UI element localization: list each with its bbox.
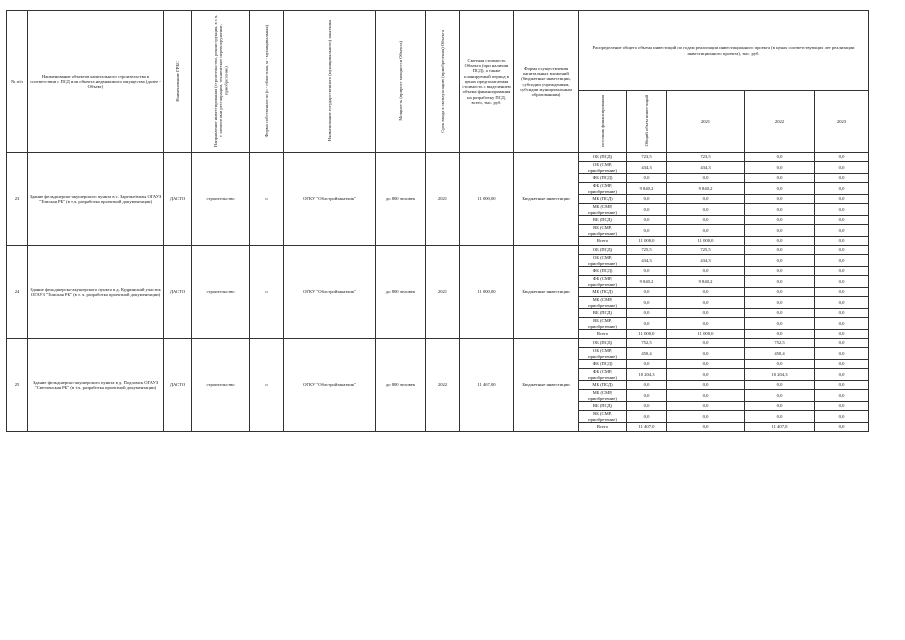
value-2022: 0,0 xyxy=(745,276,815,288)
value-2022: 0,0 xyxy=(745,225,815,237)
value-2023: 0,0 xyxy=(815,255,869,267)
value-2023: 0,0 xyxy=(815,411,869,423)
form-cell: Бюджетные инвестиции xyxy=(514,246,579,339)
value-2023: 0,0 xyxy=(815,330,869,339)
value-2021: 9 840,2 xyxy=(667,183,745,195)
value-2021: 434,3 xyxy=(667,255,745,267)
value-2022: 0,0 xyxy=(745,255,815,267)
form-cell: Бюджетные инвестиции xyxy=(514,339,579,432)
capacity-cell: до 800 человек xyxy=(376,339,426,432)
header-2021: 2021 xyxy=(667,91,745,153)
row-number: 24 xyxy=(7,246,28,339)
total-cell: 450,4 xyxy=(627,348,667,360)
value-2022: 0,0 xyxy=(745,402,815,411)
value-2021: 0,0 xyxy=(667,339,745,348)
header-name: Наименование объектов капитального строительства в соответствии с ПСД или объекта недвижимого имущества (далее - Объект) xyxy=(28,11,164,153)
value-2021: 0,0 xyxy=(667,381,745,390)
grbs-cell: ДАСТО xyxy=(164,246,192,339)
direction-cell: строительство xyxy=(192,339,250,432)
value-2022: 11 407,0 xyxy=(745,423,815,432)
header-2023: 2023 xyxy=(815,91,869,153)
grbs-cell: ДАСТО xyxy=(164,339,192,432)
source-cell: МБ (СМР, приобретение) xyxy=(579,297,627,309)
header-ownership: Форма собственности (о - областная, м - муниципальная) xyxy=(250,11,284,153)
value-2022: 0,0 xyxy=(745,153,815,162)
header-2022: 2022 xyxy=(745,91,815,153)
source-cell: Всего xyxy=(579,423,627,432)
customer-cell: ОГКУ "Облстройзаказчик" xyxy=(284,339,376,432)
source-cell: ОБ (ПСД) xyxy=(579,246,627,255)
value-2023: 0,0 xyxy=(815,288,869,297)
value-2022: 752,5 xyxy=(745,339,815,348)
value-2022: 0,0 xyxy=(745,318,815,330)
source-cell: МБ (ПСД) xyxy=(579,195,627,204)
total-cell: 752,5 xyxy=(627,339,667,348)
total-cell: 0,0 xyxy=(627,390,667,402)
source-cell: ФБ (СМР, приобретение) xyxy=(579,183,627,195)
header-total-inv: Общий объем инвестиций xyxy=(627,91,667,153)
row-number: 25 xyxy=(7,339,28,432)
source-cell: Всего xyxy=(579,330,627,339)
value-2021: 0,0 xyxy=(667,318,745,330)
source-cell: ФБ (СМР, приобретение) xyxy=(579,369,627,381)
total-cell: 0,0 xyxy=(627,204,667,216)
value-2021: 0,0 xyxy=(667,309,745,318)
value-2022: 0,0 xyxy=(745,162,815,174)
value-2023: 0,0 xyxy=(815,381,869,390)
value-2022: 10 204,3 xyxy=(745,369,815,381)
value-2022: 0,0 xyxy=(745,195,815,204)
value-2021: 0,0 xyxy=(667,297,745,309)
source-cell: ФБ (ПСД) xyxy=(579,174,627,183)
source-cell: ФБ (ПСД) xyxy=(579,360,627,369)
total-cell: 0,0 xyxy=(627,195,667,204)
value-2023: 0,0 xyxy=(815,318,869,330)
table-row xyxy=(7,246,869,255)
source-cell: ВБ (ПСД) xyxy=(579,309,627,318)
value-2021: 434,3 xyxy=(667,162,745,174)
value-2021: 0,0 xyxy=(667,402,745,411)
value-2022: 0,0 xyxy=(745,297,815,309)
cost-cell: 11 000,00 xyxy=(460,153,514,246)
value-2023: 0,0 xyxy=(815,402,869,411)
source-cell: ВБ (ПСД) xyxy=(579,216,627,225)
source-cell: ОБ (СМР, приобретение) xyxy=(579,162,627,174)
value-2021: 0,0 xyxy=(667,360,745,369)
total-cell: 0,0 xyxy=(627,216,667,225)
source-cell: ОБ (ПСД) xyxy=(579,339,627,348)
value-2023: 0,0 xyxy=(815,348,869,360)
customer-cell: ОГКУ "Облстройзаказчик" xyxy=(284,153,376,246)
value-2021: 0,0 xyxy=(667,195,745,204)
grbs-cell: ДАСТО xyxy=(164,153,192,246)
value-2021: 0,0 xyxy=(667,411,745,423)
value-2022: 0,0 xyxy=(745,204,815,216)
value-2023: 0,0 xyxy=(815,276,869,288)
total-cell: 0,0 xyxy=(627,411,667,423)
value-2023: 0,0 xyxy=(815,390,869,402)
direction-cell: строительство xyxy=(192,246,250,339)
value-2021: 725,5 xyxy=(667,246,745,255)
source-cell: ОБ (ПСД) xyxy=(579,153,627,162)
value-2021: 11 000,0 xyxy=(667,237,745,246)
value-2022: 0,0 xyxy=(745,288,815,297)
value-2022: 0,0 xyxy=(745,183,815,195)
deadline-cell: 2022 xyxy=(426,339,460,432)
object-name: Здание фельдшерско-акушерского пункта в д. Кудринский участок ОГАУЗ "Томская РБ" (в т. ч. разработка проектной документации) xyxy=(28,246,164,339)
total-cell: 723,5 xyxy=(627,153,667,162)
total-cell: 0,0 xyxy=(627,402,667,411)
value-2021: 0,0 xyxy=(667,288,745,297)
source-cell: МБ (СМР, приобретение) xyxy=(579,204,627,216)
ownership-cell: о xyxy=(250,153,284,246)
value-2021: 0,0 xyxy=(667,216,745,225)
header-grbs: Наименование ГРБС xyxy=(164,11,192,153)
header-deadline: Срок ввода в эксплуатацию (приобретения) Объекта xyxy=(426,11,460,153)
row-number: 23 xyxy=(7,153,28,246)
value-2021: 0,0 xyxy=(667,267,745,276)
value-2021: 0,0 xyxy=(667,225,745,237)
value-2023: 0,0 xyxy=(815,339,869,348)
value-2021: 0,0 xyxy=(667,348,745,360)
value-2023: 0,0 xyxy=(815,369,869,381)
value-2023: 0,0 xyxy=(815,174,869,183)
value-2022: 0,0 xyxy=(745,381,815,390)
header-num: № п/п xyxy=(7,11,28,153)
value-2023: 0,0 xyxy=(815,153,869,162)
header-capacity: Мощность (прирост мощности Объекта) xyxy=(376,11,426,153)
total-cell: 11 000,0 xyxy=(627,237,667,246)
value-2023: 0,0 xyxy=(815,237,869,246)
value-2022: 0,0 xyxy=(745,309,815,318)
value-2023: 0,0 xyxy=(815,246,869,255)
source-cell: ФБ (СМР, приобретение) xyxy=(579,276,627,288)
value-2022: 450,4 xyxy=(745,348,815,360)
source-cell: ОБ (СМР, приобретение) xyxy=(579,255,627,267)
total-cell: 9 840,2 xyxy=(627,276,667,288)
value-2023: 0,0 xyxy=(815,183,869,195)
value-2023: 0,0 xyxy=(815,195,869,204)
total-cell: 0,0 xyxy=(627,267,667,276)
total-cell: 11 407,0 xyxy=(627,423,667,432)
source-cell: ВБ (СМР, приобретение) xyxy=(579,318,627,330)
value-2023: 0,0 xyxy=(815,309,869,318)
value-2023: 0,0 xyxy=(815,297,869,309)
source-cell: Всего xyxy=(579,237,627,246)
value-2023: 0,0 xyxy=(815,216,869,225)
value-2022: 0,0 xyxy=(745,360,815,369)
value-2021: 11 000,0 xyxy=(667,330,745,339)
value-2022: 0,0 xyxy=(745,174,815,183)
total-cell: 0,0 xyxy=(627,288,667,297)
header-customer: Наименование государственного (муниципального) заказчика xyxy=(284,11,376,153)
total-cell: 0,0 xyxy=(627,318,667,330)
ownership-cell: о xyxy=(250,246,284,339)
source-cell: ФБ (ПСД) xyxy=(579,267,627,276)
cost-cell: 11 000,00 xyxy=(460,246,514,339)
object-name: Здание фельдшерско-акушерского пункта в с. Заречье/вилы ОГАУЗ "Томская РБ" (в т.ч. разработка проектной документации) xyxy=(28,153,164,246)
value-2022: 0,0 xyxy=(745,390,815,402)
header-form: Форма осуществления капитальных вложений (бюджетные инвестиции, субсидии учреждениям, субсидии муниципальным образованиям) xyxy=(514,11,579,153)
source-cell: ВБ (СМР, приобретение) xyxy=(579,225,627,237)
header-cost: Сметная стоимость Объекта (при наличии ПСД), а также планируемый период в ценах предполагаемая стоимость с выделением объема финансирования на разработку ПСД, всего, тыс. руб. xyxy=(460,11,514,153)
form-cell: Бюджетные инвестиции xyxy=(514,153,579,246)
table-row xyxy=(7,339,869,348)
value-2023: 0,0 xyxy=(815,225,869,237)
total-cell: 0,0 xyxy=(627,360,667,369)
deadline-cell: 2021 xyxy=(426,153,460,246)
value-2021: 0,0 xyxy=(667,369,745,381)
value-2022: 0,0 xyxy=(745,330,815,339)
total-cell: 0,0 xyxy=(627,309,667,318)
total-cell: 11 000,0 xyxy=(627,330,667,339)
source-cell: ВБ (ПСД) xyxy=(579,402,627,411)
value-2022: 0,0 xyxy=(745,237,815,246)
total-cell: 0,0 xyxy=(627,225,667,237)
total-cell: 725,5 xyxy=(627,246,667,255)
direction-cell: строительство xyxy=(192,153,250,246)
source-cell: МБ (ПСД) xyxy=(579,288,627,297)
header-source: источник финансирования xyxy=(579,91,627,153)
header-direction: Направление инвестирования (строительство, реконструкция, в т.ч. с элементами реставрации, техническое перевооружение, приобретение) xyxy=(192,11,250,153)
capacity-cell: до 800 человек xyxy=(376,246,426,339)
value-2021: 0,0 xyxy=(667,204,745,216)
value-2021: 9 840,2 xyxy=(667,276,745,288)
value-2022: 0,0 xyxy=(745,216,815,225)
source-cell: ВБ (СМР, приобретение) xyxy=(579,411,627,423)
total-cell: 9 840,2 xyxy=(627,183,667,195)
table-row xyxy=(7,153,869,162)
source-cell: ОБ (СМР, приобретение) xyxy=(579,348,627,360)
value-2021: 723,5 xyxy=(667,153,745,162)
value-2022: 0,0 xyxy=(745,411,815,423)
customer-cell: ОГКУ "Облстройзаказчик" xyxy=(284,246,376,339)
deadline-cell: 2021 xyxy=(426,246,460,339)
total-cell: 0,0 xyxy=(627,297,667,309)
value-2021: 0,0 xyxy=(667,423,745,432)
investment-table xyxy=(6,10,869,432)
value-2022: 0,0 xyxy=(745,267,815,276)
value-2022: 0,0 xyxy=(745,246,815,255)
value-2023: 0,0 xyxy=(815,267,869,276)
header-distribution: Распределение общего объема инвестиций по годам реализации инвестиционного проекта (в ценах соответствующих лет реализации инвестиционного проекта), тыс. руб. xyxy=(579,11,869,91)
total-cell: 0,0 xyxy=(627,174,667,183)
total-cell: 10 204,3 xyxy=(627,369,667,381)
source-cell: МБ (СМР, приобретение) xyxy=(579,390,627,402)
cost-cell: 11 467,00 xyxy=(460,339,514,432)
capacity-cell: до 800 человек xyxy=(376,153,426,246)
value-2021: 0,0 xyxy=(667,174,745,183)
total-cell: 0,0 xyxy=(627,381,667,390)
value-2023: 0,0 xyxy=(815,204,869,216)
total-cell: 434,3 xyxy=(627,255,667,267)
ownership-cell: о xyxy=(250,339,284,432)
value-2023: 0,0 xyxy=(815,360,869,369)
total-cell: 434,3 xyxy=(627,162,667,174)
value-2023: 0,0 xyxy=(815,162,869,174)
source-cell: МБ (ПСД) xyxy=(579,381,627,390)
object-name: Здание фельдшерско-акушерского пункта в д. Подломск ОГАУЗ "Светленская РБ" (в т.ч. разработка проектной документации) xyxy=(28,339,164,432)
value-2021: 0,0 xyxy=(667,390,745,402)
value-2023: 0,0 xyxy=(815,423,869,432)
